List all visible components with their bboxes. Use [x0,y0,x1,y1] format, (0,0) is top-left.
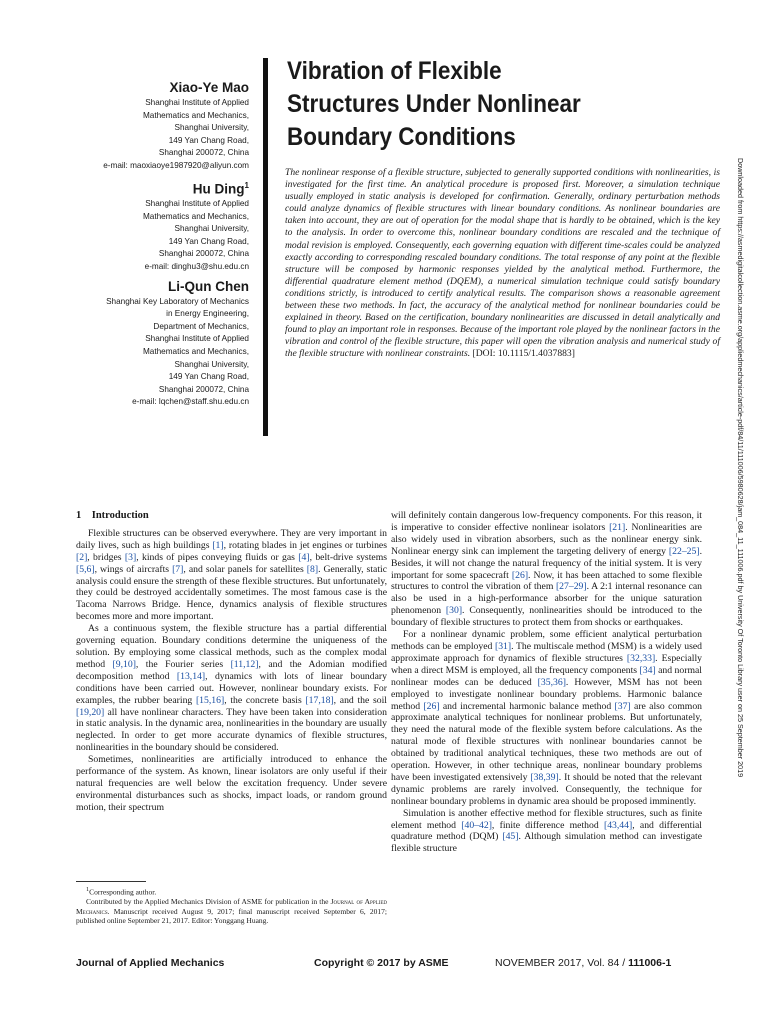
body-text: Flexible structures can be observed everywhere. They are very important in daily lives, such as high buildings [76,527,387,551]
body-text: . Besides, it will not change the natural frequency of the initial system. It is very important for some spacecraft [391,545,702,581]
citation-link[interactable]: [31] [494,640,512,652]
citation-link[interactable]: [4] [298,551,310,563]
body-text: . However, MSM has not been employed to investigate nonlinear boundary problems. Harmonic balance method [391,676,702,712]
citation-link[interactable]: [7] [172,563,184,575]
citation-link[interactable]: [11,12] [230,658,259,670]
citation-link[interactable]: [22–25] [668,545,700,557]
author-affiliation-line: Shanghai Institute of Applied [145,334,249,344]
author-affiliation-line: Shanghai Institute of Applied [145,98,249,107]
body-text: , dynamics with lots of linear boundary conditions have been carried out. However, nonlinear boundary exists. For examples, the rubber bearing [76,670,387,706]
author-affiliation-line: Shanghai 200072, China [158,148,249,158]
citation-link[interactable]: [8] [306,563,319,575]
citation-link[interactable]: [38,39] [530,771,559,783]
citation-link[interactable]: [9,10] [112,658,136,670]
body-paragraph [76,528,387,623]
body-text: , rotating blades in jet engines or turbines [223,539,387,551]
citation-link[interactable]: [13,14] [176,670,206,682]
footer-copyright: Copyright © 2017 by ASME [314,957,449,969]
author-name [49,178,249,197]
body-text: all have nonlinear characters. They have been taken into consideration in static analysis. In the dynamic area, nonlinearities in the boundary are usually neglected. In order to get more accurate dynamics of flexible structures, nonlinearities in the boundary should be considered. [76,706,387,754]
body-text: and incremental harmonic balance method [439,700,615,712]
paper-title [287,55,581,154]
abstract-text: The nonlinear response of a flexible structure, subjected to generally supported conditions with nonlinearities, is investigated for the first time. An analytical procedure is proposed first. Moreover, a simulation technique usually employed in static analysis is developed for confirmation. Generally, ordinary perturbation methods could analyze dynamics of flexible structures with linear boundary conditions. As nonlinear boundaries are taken into account, they are out of operation for the modal shape that is hardly to be obtained, which is the key to the analysis. In order to overcome this, nonlinear boundary conditions are rescaled and the technique of modal revision is employed. Consequently, each governing equation with different time-scales could be analyzed exactly according to corresponding rescaled boundary conditions. The total response of any point at the flexible structure will be composed by harmonic responses yielded by the analytical method. Furthermore, the differential quadrature element method (DQEM), a numerical simulation technique could satisfy boundary conditions strictly, is introduced to certify analytical results. The comparison shows a reasonable agreement between these two methods. In fact, the accuracy of the analytical method for nonlinear boundaries could be explained in theory. Based on the certification, boundary nonlinearities are discussed in detail analytically and found to play an important role in responses. Because of the important role played by the nonlinear factors in the vibration and control of the flexible structure, this paper will open the vibration analysis and numerical study of the flexible structure with nonlinear constraints. [285,167,720,360]
footer-issue-prefix: NOVEMBER 2017, Vol. 84 / [495,957,629,969]
body-text: , belt-drive systems [309,551,387,563]
author-affiliation-line: Mathematics and Mechanics, [142,110,249,120]
body-text: . The multiscale method (MSM) is a widely used approximate approach for dynamics of flexible structures [391,640,702,664]
citation-link[interactable]: [1] [212,539,224,551]
body-text: and normal nonlinear modes can be deduced [391,664,702,688]
footnote-pre: Contributed by the Applied Mechanics Division of ASME for publication in the [86,897,331,907]
title-divider-bar [263,58,268,436]
title-line: Boundary Conditions [287,123,516,151]
left-column [76,510,387,814]
body-text: , wings of aircrafts [94,563,173,575]
citation-link[interactable]: [26] [423,700,440,712]
abstract [285,167,720,361]
author-name-text: Hu Ding [192,181,245,197]
footnote [76,885,387,926]
body-text: . Although simulation method can investigate flexible structure [391,831,702,855]
citation-link[interactable]: [3] [124,551,137,563]
citation-link[interactable]: [43,44] [603,819,633,831]
author-entry [49,279,249,409]
section-number: 1 [76,510,82,521]
author-block [49,80,249,414]
body-text: Sometimes, nonlinearities are artificially introduced to enhance the performance of the system. As known, linear isolators are only useful if their natural frequencies are well below the excitation frequency. Under severe environmental disturbances such as shocks, impact loads, or random ground motion, their spectrum [76,754,387,813]
body-text: , and the Adomian modified decomposition method [76,658,387,682]
section-heading [76,510,387,522]
footnote-post: . Manuscript received August 9, 2017; final manuscript received September 6, 2017; published online September 21, 2017. Editor: Yonggang Huang. [76,906,387,926]
download-notice-text: Downloaded from https://asmedigitalcollection.asme.org/appliedmechanics/article-pdf/84/11/111006/5980628/jam_084_11_111006.pdf by University Of Toronto Library user on 25 September 2019 [736,158,745,778]
citation-link[interactable]: [21] [609,521,626,533]
citation-link[interactable]: [5,6] [76,563,95,575]
body-text: For a nonlinear dynamic problem, some efficient analytical perturbation methods can be employed [391,629,702,652]
citation-link[interactable]: [32,33] [626,652,656,664]
body-text: . A 2:1 internal resonance can also be used in a high-performance absorber for the unique saturation phenomenon [391,581,703,617]
right-column [391,510,702,855]
footnote-rule [76,881,146,882]
footnote-contribution [76,897,387,926]
citation-link[interactable]: [19,20] [76,706,105,718]
author-affiliation-line: 149 Yan Chang Road, [168,372,249,382]
body-paragraph [76,623,387,754]
author-affiliation-line: 149 Yan Chang Road, [168,135,249,145]
author-entry [49,178,249,274]
body-text: , finite difference method [491,819,604,831]
body-text: are also common approximate analytical techniques for nonlinear problems. But unfortunately, they need the natural mode of the flexible system before calculations. As the natural mode of flexible structures with nonlinear boundaries cannot be obtained by traditional analytical techniques, these two methods are out of operation. However, in other technique areas, nonlinear boundary problems have been investigated extensively [391,700,703,783]
body-paragraph [391,629,702,808]
author-affiliation-line: Shanghai Key Laboratory of Mechanics [106,296,249,306]
body-paragraph [391,510,702,629]
section-title: Introduction [91,510,149,521]
body-paragraph [76,754,387,814]
citation-link[interactable]: [26] [511,569,529,581]
body-text: . It should be noted that the relevant dynamic problems are rarely involved. Consequently, the technique for nonlinear boundary problems in dynamic area should be proposed imminently. [391,771,702,807]
title-line: Structures Under Nonlinear [287,90,581,118]
doi[interactable]: [DOI: 10.1115/1.4037883] [472,348,575,360]
body-text: Simulation is another effective method for flexible structures, such as finite element method [391,807,702,831]
citation-link[interactable]: [30] [445,605,463,617]
body-text: , the Fourier series [135,658,231,670]
citation-link[interactable]: [40–42] [461,819,492,831]
right-paragraphs [391,510,702,855]
footnote-journal: Journal of Applied Mechanics [76,897,387,916]
body-text: . Now, it has been attached to some flexible structures to control the vibration of them [391,569,702,593]
citation-link[interactable]: [35,36] [537,676,566,688]
citation-link[interactable]: [15,16] [195,694,225,706]
author-name [49,279,249,294]
author-affiliation-line: Department of Mechanics, [153,321,249,331]
body-text: . Generally, static analysis could ensure the strength of these flexible structures. But unfortunately, they could be destroyed accidentally sometimes. The most famous case is the Tacoma Narrows Bridge. Hence, dynamics analysis of flexible structures becomes more and more important. [76,563,387,623]
citation-link[interactable]: [37] [614,700,631,712]
author-affiliation-line: Shanghai 200072, China [158,384,249,394]
footnote-marker: 1 [86,886,90,893]
author-affiliation-line: 149 Yan Chang Road, [168,236,249,246]
body-text: will definitely contain dangerous low-frequency components. For this reason, it is imperative to consider effective nonlinear isolators [391,510,702,533]
body-text: , and solar panels for satellites [183,563,307,575]
citation-link[interactable]: [27–29] [555,581,587,593]
download-notice [736,158,750,1028]
citation-link[interactable]: [17,18] [305,694,334,706]
body-text: , the concrete basis [224,694,306,706]
author-affiliation-line: Shanghai Institute of Applied [145,199,249,209]
left-paragraphs [76,528,387,814]
author-affiliation-line: Mathematics and Mechanics, [142,211,249,221]
body-text: . Nonlinearities are also widely used in vibration absorbers, such as the nonlinear energy sink. Nonlinear energy sink can implement the targeting delivery of energy [391,521,702,557]
body-paragraph [391,808,702,856]
author-affiliation-line: Mathematics and Mechanics, [142,347,249,356]
citation-link[interactable]: [45] [502,831,519,843]
author-email[interactable]: e-mail: maoxiaoye1987920@aliyun.com [103,160,249,170]
footnote-corresponding-text: Corresponding author. [89,887,157,897]
footer-journal: Journal of Applied Mechanics [76,957,225,969]
author-affiliation-line: Shanghai University, [174,224,249,234]
author-affiliation-line: Shanghai 200072, China [158,249,249,259]
author-affiliation-line: Shanghai University, [174,359,249,369]
author-footnote-marker: 1 [244,180,249,190]
author-name-text: Xiao-Ye Mao [169,80,249,95]
body-text: . Especially when a direct MSM is employed, all the frequency components [391,652,702,676]
citation-link[interactable]: [34] [639,664,656,676]
citation-link[interactable]: [2] [76,551,88,563]
author-entry [49,80,249,173]
author-affiliation-line: Shanghai University, [174,123,249,133]
title-line: Vibration of Flexible [287,57,502,85]
body-text: , bridges [87,551,125,563]
author-affiliation-line: in Energy Engineering, [166,309,249,319]
author-name [49,80,249,95]
body-text: . Consequently, nonlinearities should be introduced to the boundary of flexible structures to protect them from shocks or earthquakes. [391,605,703,629]
footnote-corresponding [76,885,387,897]
body-text: , kinds of pipes conveying fluids or gas [136,551,299,563]
author-email[interactable]: e-mail: lqchen@staff.shu.edu.cn [132,397,249,407]
footer-issue [495,957,671,969]
author-name-text: Li-Qun Chen [168,278,249,294]
author-email[interactable]: e-mail: dinghu3@shu.edu.cn [144,262,249,272]
body-text: , and differential quadrature method (DQM) [391,819,702,843]
footer-article-number: 111006-1 [628,957,672,969]
body-text: As a continuous system, the flexible structure has a partial differential governing equation. Boundary conditions determine the uniqueness of the solution. By employing some classical methods, such as the complex modal method [76,623,387,670]
body-text: , and the soil [333,694,387,706]
